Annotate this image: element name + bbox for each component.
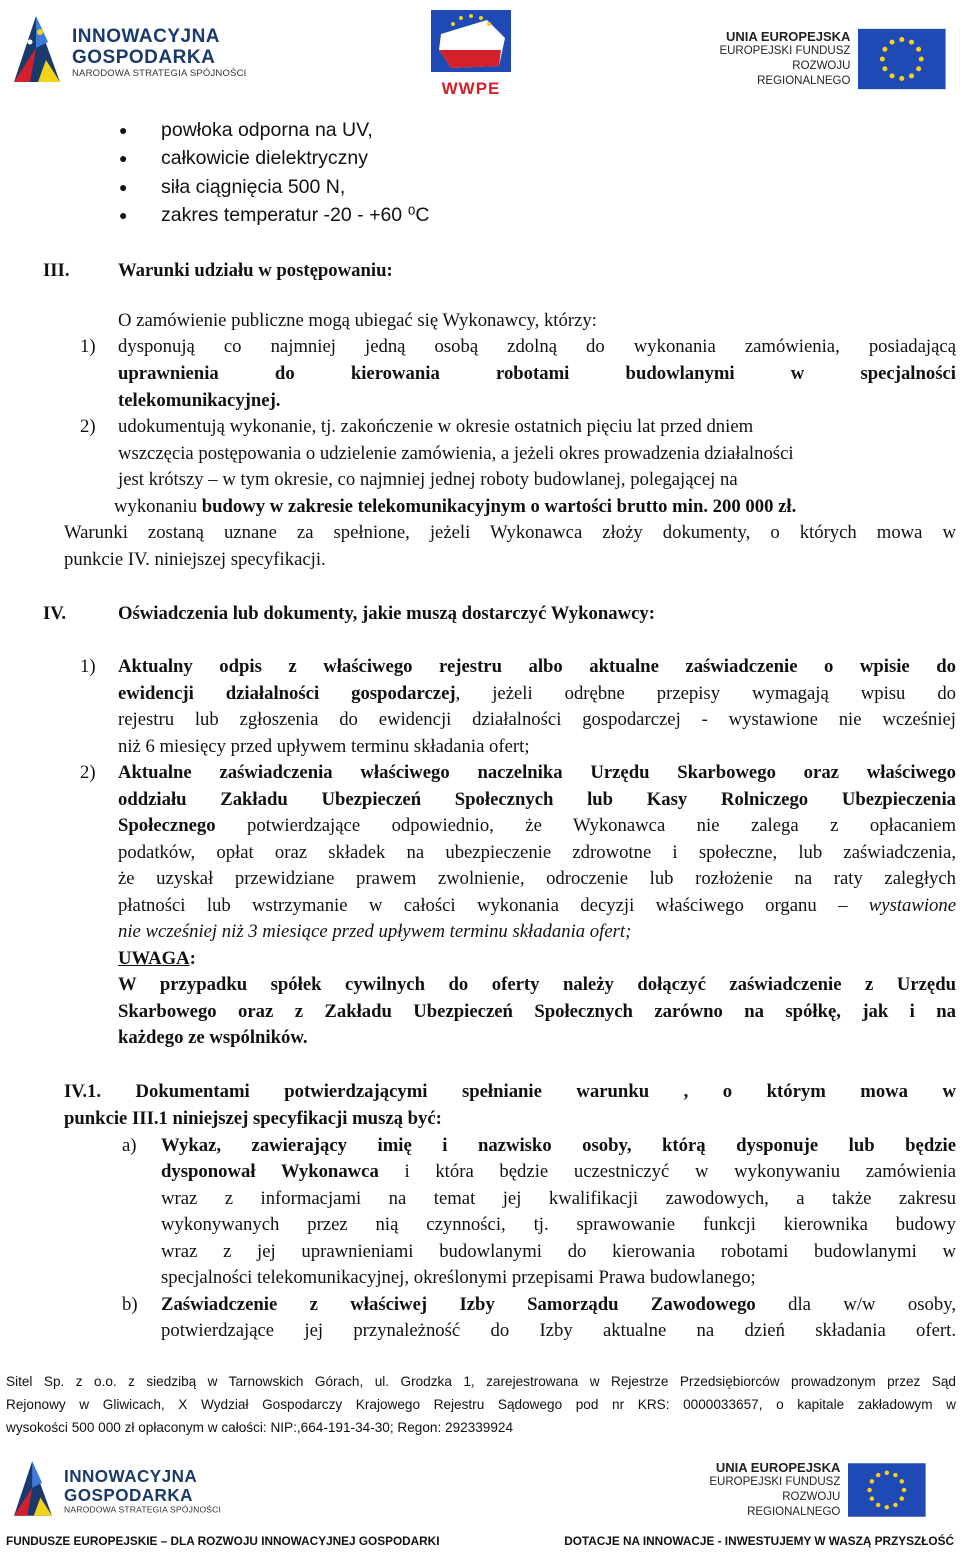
ue-logo-line3: ROZWOJU REGIONALNEGO <box>757 60 851 87</box>
ue-logo-line3: ROZWOJU REGIONALNEGO <box>747 1491 841 1518</box>
paragraph-line <box>118 681 956 707</box>
ig-logo-line1: INNOWACYJNA <box>64 1467 198 1487</box>
paragraph-line: nie wcześniej niż 3 miesiące przed upływem terminu składania ofert; <box>118 921 632 942</box>
paragraph-line <box>114 494 952 520</box>
paragraph-line <box>118 893 956 919</box>
paragraph-line: Wykaz, zawierający imię i nazwisko osoby, którą dysponuje lub będzie <box>161 1135 956 1156</box>
ue-logo-line1: UNIA EUROPEJSKA <box>715 1460 841 1475</box>
eu-star-icon <box>894 1503 898 1507</box>
ig-logo-line3: NARODOWA STRATEGIA SPÓJNOŚCI <box>64 1504 222 1515</box>
eu-star-icon <box>917 66 922 71</box>
eu-star-icon <box>900 1496 904 1500</box>
bullet-text: zakres temperatur -20 - +60 ⁰C <box>161 204 430 227</box>
eu-star-icon <box>870 1479 874 1483</box>
eu-star-icon <box>876 1473 880 1477</box>
text-run: wykonaniu <box>114 496 202 517</box>
paragraph-line: wszczęcia postępowania o udzielenie zamówienia, a jeżeli okres prowadzenia działalności <box>118 443 794 464</box>
wwpe-label: WWPE <box>441 79 501 98</box>
eu-star-icon <box>900 1479 904 1483</box>
eu-star-icon <box>890 40 895 45</box>
item-number: 1) <box>80 336 96 357</box>
eu-star-icon <box>885 1505 889 1509</box>
ue-logo-line2: EUROPEJSKI FUNDUSZ <box>709 1476 841 1488</box>
eu-star-icon <box>900 37 905 42</box>
paragraph-line: wraz z jej uprawnieniami budowlanymi do kierowania robotami budowlanymi w <box>161 1241 956 1262</box>
paragraph-line <box>161 1159 956 1185</box>
paragraph-line: podatków, opłat oraz składek na ubezpieczenie zdrowotne i społeczne, lub zaświadczenia, <box>118 842 956 863</box>
eu-flag-icon <box>858 28 946 90</box>
innowacyjna-gospodarka-footer-logo <box>10 1458 239 1524</box>
paragraph-line: telekomunikacyjnej. <box>118 390 281 411</box>
ue-logo-line1: UNIA EUROPEJSKA <box>725 29 851 44</box>
paragraph-line <box>118 813 956 839</box>
paragraph-line: jest krótszy – w tym okresie, co najmniej jednej roboty budowlanej, polegającej na <box>118 469 738 490</box>
paragraph-line: uprawnienia do kierowania robotami budowlanymi w specjalności <box>118 363 956 384</box>
ue-logo-line2: EUROPEJSKI FUNDUSZ <box>719 45 851 57</box>
bullet-text: całkowicie dielektryczny <box>161 147 368 170</box>
bottom-slogan-left: FUNDUSZE EUROPEJSKIE – DLA ROZWOJU INNOWACYJNEJ GOSPODARKI <box>6 1534 440 1548</box>
bullet-item: ● zakres temperatur -20 - +60 ⁰C <box>119 201 429 229</box>
company-footer-line: Rejonowy w Gliwicach, X Wydział Gospodarczy Krajowego Rejestru Sądowego pod nr KRS: 0000033657, o kapitale zakładowym w <box>6 1397 956 1412</box>
wwpe-logo <box>428 8 514 99</box>
paragraph-line: Aktualne zaświadczenia właściwego naczelnika Urzędu Skarbowego oraz właściwego <box>118 762 956 783</box>
paragraph-line: specjalności telekomunikacyjnej, określonymi przepisami Prawa budowlanego; <box>161 1267 756 1288</box>
text-run: dysponował Wykonawca <box>161 1161 379 1182</box>
uwaga-label: UWAGA <box>118 948 190 969</box>
paragraph-line: Aktualny odpis z właściwego rejestru albo aktualne zaświadczenie o wpisie do <box>118 656 956 677</box>
ig-emblem-icon <box>10 12 64 92</box>
eu-star-icon <box>883 47 888 52</box>
section-title: Warunki udziału w postępowaniu: <box>118 260 393 281</box>
item-number: 2) <box>80 762 96 783</box>
text-run: ewidencji działalności gospodarczej <box>118 683 456 704</box>
innowacyjna-gospodarka-logo <box>10 12 247 92</box>
bullet-item: ● całkowicie dielektryczny <box>119 144 429 172</box>
text-run: Zaświadczenie z właściwej Izby Samorządu Zawodowego <box>161 1294 756 1315</box>
text-run: wystawione <box>868 895 956 916</box>
paragraph-line: każdego ze wspólników. <box>118 1027 308 1048</box>
text-run: dla w/w osoby, <box>755 1294 956 1315</box>
eu-star-icon <box>902 1488 906 1492</box>
eu-star-icon <box>876 1503 880 1507</box>
section-number: III. <box>43 260 70 281</box>
paragraph-line <box>161 1292 956 1318</box>
eu-star-icon <box>883 66 888 71</box>
paragraph-line: Warunki zostaną uznane za spełnione, jeżeli Wykonawca złoży dokumenty, o których mowa w <box>64 522 956 543</box>
ig-emblem-icon <box>10 1458 56 1524</box>
subsection-heading: IV.1. Dokumentami potwierdzającymi spełnianie warunku , o którym mowa w <box>64 1081 956 1102</box>
paragraph-line: wykonywanych przez nią czynności, tj. sprawowanie funkcji kierownika budowy <box>161 1214 956 1235</box>
paragraph-line: dysponują co najmniej jedną osobą zdolną do wykonania zamówienia, posiadającą <box>118 336 956 357</box>
section-number: IV. <box>43 603 67 624</box>
section-title: Oświadczenia lub dokumenty, jakie muszą dostarczyć Wykonawcy: <box>118 603 655 624</box>
item-number: 2) <box>80 416 96 437</box>
paragraph-line: oddziału Zakładu Ubezpieczeń Społecznych lub Kasy Rolniczego Ubezpieczenia <box>118 789 956 810</box>
item-number: 1) <box>80 656 96 677</box>
ig-logo-line2: GOSPODARKA <box>64 1486 193 1505</box>
eu-star-icon <box>890 73 895 78</box>
bullet-text: powłoka odporna na UV, <box>161 119 373 141</box>
text-run: płatności lub wstrzymanie w całości wykonania decyzji właściwego organu – <box>118 895 869 916</box>
paragraph-line: Skarbowego oraz z Zakładu Ubezpieczeń Społecznych zarówno na spółkę, jak i na <box>118 1001 956 1022</box>
eu-poland-flag-icon <box>429 8 513 74</box>
paragraph-line: punkcie IV. niniejszej specyfikacji. <box>64 549 326 570</box>
text-run: , jeżeli odrębne przepisy wymagają wpisu do <box>455 683 957 704</box>
ig-logo-line3: NARODOWA STRATEGIA SPÓJNOŚCI <box>72 67 247 79</box>
section-intro: O zamówienie publiczne mogą ubiegać się Wykonawcy, którzy: <box>118 310 597 331</box>
unia-europejska-footer-logo <box>694 1460 926 1520</box>
eu-star-icon <box>870 1496 874 1500</box>
eu-star-icon <box>868 1488 872 1492</box>
subsection-heading: punkcie III.1 niniejszej specyfikacji muszą być: <box>64 1108 442 1129</box>
uwaga-heading <box>118 946 956 972</box>
eu-star-icon <box>919 56 924 61</box>
text-run: potwierdzające odpowiednio, że Wykonawca nie zalega z opłacaniem <box>215 815 956 836</box>
company-footer-line: Sitel Sp. z o.o. z siedzibą w Tarnowskich Górach, ul. Grodzka 1, zarejestrowana w Rejestrze Przedsiębiorców prowadzonym przez Sąd <box>6 1374 956 1389</box>
ig-logo-line1: INNOWACYJNA <box>72 25 221 47</box>
company-footer-line: wysokości 500 000 zł opłaconym w całości: NIP:,664-191-34-30; Regon: 292339924 <box>6 1420 514 1435</box>
eu-star-icon <box>894 1473 898 1477</box>
paragraph-line: niż 6 miesięcy przed upływem terminu składania ofert; <box>118 736 530 757</box>
bullet-item: ● powłoka odporna na UV, <box>119 116 429 144</box>
eu-star-icon <box>917 47 922 52</box>
specification-bullet-list <box>119 116 429 230</box>
paragraph-line: wraz z informacjami na temat jej kwalifikacji zawodowych, a także zakresu <box>161 1188 956 1209</box>
bullet-text: siła ciągnięcia 500 N, <box>161 175 346 198</box>
eu-star-icon <box>885 1471 889 1475</box>
eu-star-icon <box>880 56 885 61</box>
paragraph-line: rejestru lub zgłoszenia do ewidencji działalności gospodarczej - wystawione nie wcześniej <box>118 709 956 730</box>
bottom-slogan-right: DOTACJE NA INNOWACJE - INWESTUJEMY W WASZĄ PRZYSZŁOŚĆ <box>564 1534 954 1548</box>
item-label: b) <box>122 1294 138 1315</box>
eu-star-icon <box>909 40 914 45</box>
unia-europejska-logo <box>700 28 946 90</box>
text-run: i która będzie uczestniczyć w wykonywaniu zamówienia <box>378 1161 956 1182</box>
paragraph-line: W przypadku spółek cywilnych do oferty należy dołączyć zaświadczenie z Urzędu <box>118 974 956 995</box>
bullet-item: ● siła ciągnięcia 500 N, <box>119 173 429 201</box>
eu-star-icon <box>900 76 905 81</box>
uwaga-colon: : <box>189 948 196 969</box>
eu-flag-icon <box>848 1463 926 1517</box>
item-label: a) <box>122 1135 137 1156</box>
text-run: budowy w zakresie telekomunikacyjnym o wartości brutto min. 200 000 zł. <box>201 496 797 517</box>
paragraph-line: że uzyskał przewidziane prawem zwolnienie, odroczenie lub rozłożenie na raty zaległych <box>118 868 956 889</box>
paragraph-line: udokumentują wykonanie, tj. zakończenie w okresie ostatnich pięciu lat przed dniem <box>118 416 754 437</box>
text-run: Społecznego <box>118 815 216 836</box>
eu-star-icon <box>909 73 914 78</box>
ig-logo-line2: GOSPODARKA <box>72 46 216 68</box>
paragraph-line: potwierdzające jej przynależność do Izby aktualne na dzień składania ofert. <box>161 1320 956 1341</box>
